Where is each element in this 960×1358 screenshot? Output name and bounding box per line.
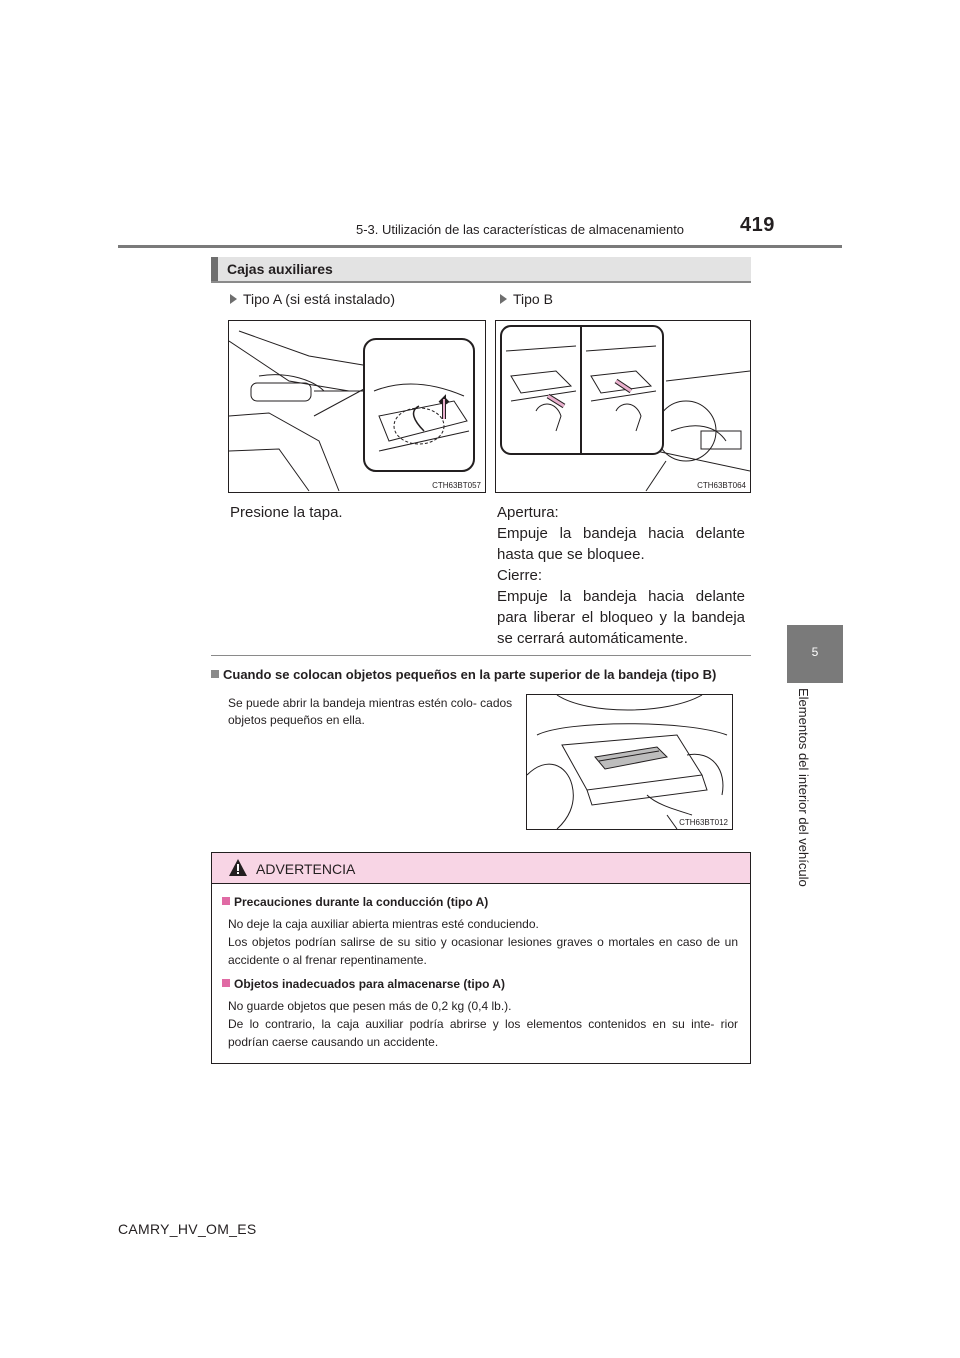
type-b-label-text: Tipo B	[513, 291, 553, 307]
pink-square-bullet-icon	[222, 979, 230, 987]
type-a-description: Presione la tapa.	[230, 504, 343, 521]
note-heading-text: Cuando se colocan objetos pequeños en la parte superior de la bandeja (tipo B)	[223, 667, 717, 682]
type-b-label	[500, 291, 553, 307]
warning-item-line: Los objetos podrían salirse de su sitio y ocasionar lesiones graves o mortales en caso de un accidente o al frenar repentinamente.	[228, 935, 738, 967]
square-bullet-icon	[211, 670, 219, 678]
chapter-number: 5	[811, 645, 819, 659]
warning-box	[211, 852, 751, 1064]
figure-small-objects	[526, 694, 733, 830]
figure-code: CTH63BT012	[679, 818, 728, 827]
section-heading-bar	[211, 257, 218, 281]
figure-type-a-illustration	[229, 321, 485, 492]
section-heading	[211, 257, 751, 283]
chapter-title-text: Elementos del interior del vehículo	[796, 688, 811, 887]
figure-small-objects-illustration	[527, 695, 732, 829]
triangle-bullet-icon	[230, 294, 237, 304]
type-b-description	[497, 502, 745, 649]
running-header: 5-3. Utilización de las características de almacenamiento	[356, 222, 685, 237]
warning-item-line: No deje la caja auxiliar abierta mientras esté conduciendo.	[228, 917, 539, 931]
warning-header	[212, 853, 750, 884]
type-a-label-text: Tipo A (si está instalado)	[243, 291, 396, 307]
warning-item-line: No guarde objetos que pesen más de 0,2 kg (0,4 lb.).	[228, 999, 512, 1013]
chapter-tab	[787, 625, 843, 683]
warning-body	[228, 893, 738, 1051]
note-body: Se puede abrir la bandeja mientras estén colo- cados objetos pequeños en ella.	[228, 696, 513, 727]
warning-item-heading	[222, 893, 738, 911]
warning-item-heading	[222, 975, 738, 993]
section-heading-text: Cajas auxiliares	[227, 261, 333, 277]
opening-text: Empuje la bandeja hacia delante hasta que se bloquee.	[497, 525, 745, 563]
page-number: 419	[740, 214, 775, 236]
closing-text: Empuje la bandeja hacia delante para liberar el bloqueo y la bandeja se cerrará automáticamente.	[497, 588, 745, 647]
triangle-bullet-icon	[500, 294, 507, 304]
figure-type-a	[228, 320, 486, 493]
warning-item-line: De lo contrario, la caja auxiliar podría abrirse y los elementos contenidos en su inte- rior podrían caerse causando un accidente.	[228, 1017, 738, 1049]
figure-code: CTH63BT057	[432, 481, 481, 490]
figure-type-b	[495, 320, 751, 493]
warning-triangle-icon	[228, 858, 248, 877]
closing-label: Cierre:	[497, 567, 543, 584]
chapter-side-title	[787, 688, 817, 900]
figure-type-b-illustration	[496, 321, 750, 492]
pink-square-bullet-icon	[222, 897, 230, 905]
warning-item-heading-text: Objetos inadecuados para almacenarse (tipo A)	[234, 977, 505, 991]
figure-code: CTH63BT064	[697, 481, 746, 490]
note-heading	[211, 667, 716, 682]
document-code: CAMRY_HV_OM_ES	[118, 1221, 257, 1237]
warning-item-heading-text: Precauciones durante la conducción (tipo A)	[234, 895, 489, 909]
type-a-label	[230, 291, 395, 307]
opening-label: Apertura:	[497, 504, 559, 521]
warning-title: ADVERTENCIA	[256, 861, 356, 877]
header-rule	[118, 245, 842, 248]
separator-rule	[211, 655, 751, 656]
